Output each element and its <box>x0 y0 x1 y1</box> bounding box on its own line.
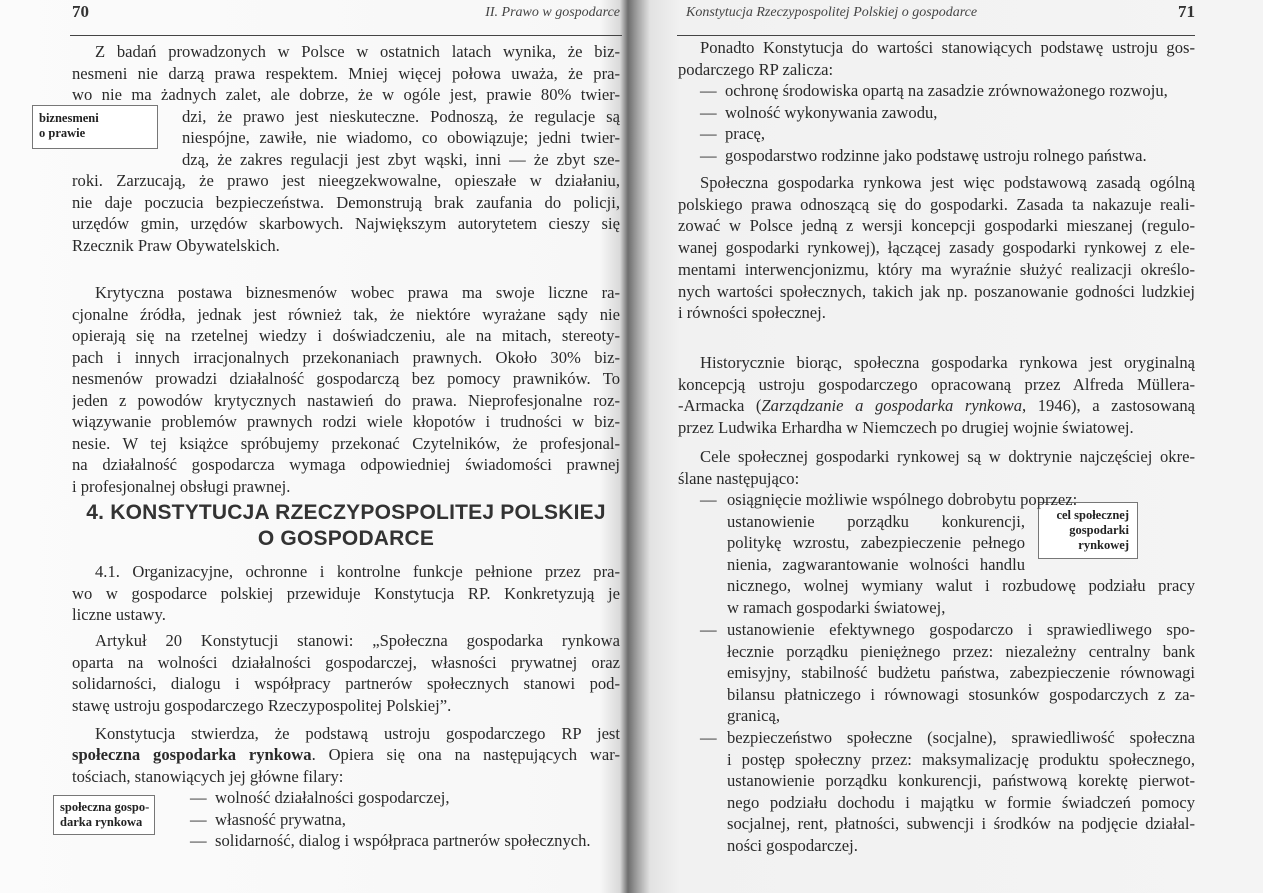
margin-note-line: o prawie <box>39 126 86 140</box>
list-dash: — <box>700 81 717 100</box>
list-dash: — <box>700 490 717 509</box>
text-line: Cele społecznej gospodarki rynkowej są w doktrynie najczęściej okre- <box>700 447 1195 466</box>
text-line: Społeczna gospodarka rynkowa jest więc podstawową zasadą ogólną <box>700 173 1195 192</box>
margin-note-biznesmeni <box>32 105 158 149</box>
list-item-line: socjalnej, rent, płatności, subwencji i środków na podjęcie działal- <box>727 814 1195 834</box>
list-item-line: bilansu płatniczego i równowagi stosunków gospodarczych z za- <box>727 684 1195 704</box>
text-line <box>678 395 1195 417</box>
list-item: ochronę środowiska opartą na zasadzie zrównoważonego rozwoju, <box>725 81 1168 100</box>
list-item-line: bezpieczeństwo społeczne (socjalne), sprawiedliwość społeczna <box>727 728 1195 747</box>
header-rule <box>70 35 622 36</box>
margin-note-line: darka rynkowa <box>60 815 143 829</box>
text-line: wiązywanie problemów prawnych rodzi wiele kłopotów i trudności w biz- <box>72 412 620 431</box>
list-dash: — <box>190 809 207 829</box>
text-line: oparta na wolności działalności gospodarczej, własności prywatnej oraz <box>72 652 620 672</box>
left-page <box>0 0 630 893</box>
margin-note-line: biznesmeni <box>39 111 99 125</box>
text-line: nie daje poczucia bezpieczeństwa. Demonstrują brak zaufania do policji, <box>72 192 620 212</box>
text-line: Artykuł 20 Konstytucji stanowi: „Społeczna gospodarka rynkowa <box>95 631 620 650</box>
text-span: . Opiera się ona na następujących war- <box>311 745 620 764</box>
text-line: stawę ustroju gospodarczego Rzeczypospolitej Polskiej”. <box>72 695 452 715</box>
margin-note-line: cel społecznej <box>1056 508 1129 522</box>
margin-note-spoleczna-gospodarka <box>53 795 155 835</box>
list-item: solidarność, dialog i współpraca partnerów społecznych. <box>215 831 591 850</box>
running-head: Konstytucja Rzeczypospolitej Polskiej o gospodarce <box>686 5 978 20</box>
text-line: polskiego prawa odnoszącą się do gospodarki. Zasada ta nakazuje reali- <box>678 194 1195 214</box>
text-line: mentami interwencjonizmu, który ma wyraźnie służyć realizacji określo- <box>678 259 1195 279</box>
list-item: wolność działalności gospodarczej, <box>215 788 450 807</box>
text-line: Historycznie biorąc, społeczna gospodarka rynkowa jest oryginalną <box>700 353 1195 372</box>
list-item-line: ustanowienie porządku konkurencji, <box>727 511 1025 531</box>
text-line: Krytyczna postawa biznesmenów wobec prawa ma swoje liczne ra- <box>95 283 620 302</box>
text-line: Ponadto Konstytucja do wartości stanowiących podstawę ustroju gos- <box>700 38 1195 57</box>
text-span: , 1946), a zastosowaną <box>1022 396 1195 415</box>
list-item-line: ustanowienie porządku konkurencji, państwową korektę pierwot- <box>727 771 1195 791</box>
list-dash: — <box>700 620 717 639</box>
list-item-line: ności gospodarczej. <box>727 836 858 855</box>
text-span: -Armacka ( <box>678 396 762 415</box>
text-line: Konstytucja stwierdza, że podstawą ustroju gospodarczego RP jest <box>95 724 620 743</box>
margin-note-line: rynkowej <box>1078 538 1129 552</box>
text-line: nesmeni nie darzą prawa respektem. Mniej więcej połowa uważa, że pra- <box>72 63 620 83</box>
text-line: niespójne, zawiłe, nie wiadomo, co obowiązuje; jedni twier- <box>182 128 620 147</box>
text-line: Rzecznik Praw Obywatelskich. <box>72 235 280 255</box>
text-line: i równości społecznej. <box>678 303 826 323</box>
list-dash: — <box>700 102 717 122</box>
text-line: roki. Zarzucają, że prawo jest nieegzekwowalne, opieszałe w działaniu, <box>72 171 620 190</box>
list-item: gospodarstwo rodzinne jako podstawę ustroju rolnego państwa. <box>725 145 1147 165</box>
text-line: pach i innych irracjonalnych przekonaniach prawnych. Około 30% biz- <box>72 347 620 367</box>
text-line: przez Ludwika Erhardha w Niemczech po drugiej wojnie światowej. <box>678 418 1134 437</box>
list-item-line: granicą, <box>727 706 780 726</box>
right-page <box>630 0 1263 893</box>
text-line: podarczego RP zalicza: <box>678 59 834 79</box>
text-line: jeden z powodów krytycznych nastawień do prawa. Nieprofesjonalne roz- <box>72 390 620 410</box>
text-line: Z badań prowadzonych w Polsce w ostatnich latach wynika, że biz- <box>95 42 620 61</box>
list-item: wolność wykonywania zawodu, <box>725 102 938 122</box>
text-line: wanej gospodarki rynkowej), łączącej zasady gospodarki rynkowej z ele- <box>678 238 1195 258</box>
text-line: nesmenów prowadzi działalność gospodarczą bez pomocy prawników. To <box>72 369 620 388</box>
text-line: cjonalne źródła, jednak jest również tak, że niektóre wyrażane sądy nie <box>72 304 620 324</box>
text-line: na działalność gospodarcza wymaga odpowiedniej świadomości prawnej <box>72 455 620 474</box>
text-line: tościach, stanowiących jej główne filary: <box>72 767 344 786</box>
page-number: 71 <box>1178 2 1195 21</box>
text-line: zować w Polsce jedną z wersji koncepcji gospodarki mieszanej (regulo- <box>678 216 1195 236</box>
list-dash: — <box>700 145 717 165</box>
book-title: Zarządzanie a gospodarka rynkowa <box>761 396 1023 415</box>
running-head: II. Prawo w gospodarce <box>485 5 620 20</box>
list-item-line: politykę wzrostu, zabezpieczenie pełnego <box>727 533 1025 553</box>
section-heading: O GOSPODARCE <box>257 527 435 550</box>
text-line: dzi, że prawo jest nieskuteczne. Podnoszą, że regulacje są <box>182 106 620 126</box>
margin-note-line: społeczna gospo- <box>60 800 150 814</box>
list-dash: — <box>190 831 207 850</box>
list-dash: — <box>700 728 717 747</box>
margin-note-line: gospodarki <box>1069 523 1129 537</box>
text-line: urzędów gmin, urzędów skarbowych. Największym autorytetem cieszy się <box>72 214 620 233</box>
text-line: solidarności, dialogu i współpracy partnerów społecznych stanowi pod- <box>72 674 620 693</box>
text-line: liczne ustawy. <box>72 605 166 624</box>
text-line: opierają się na rzetelnej wiedzy i doświadczeniu, ale na mitach, stereoty- <box>72 326 620 345</box>
list-item-line: nienia, zagwarantowanie wolności handlu <box>727 554 1025 574</box>
text-line: i profesjonalnej obsługi prawnej. <box>72 476 291 496</box>
list-dash: — <box>700 124 717 144</box>
list-item-line: osiągnięcie możliwie wspólnego dobrobytu poprzez: <box>727 490 1078 509</box>
text-line: 4.1. Organizacyjne, ochronne i kontrolne funkcje pełnione przez pra- <box>95 562 620 581</box>
list-item-line: w ramach gospodarki światowej, <box>727 598 946 617</box>
text-line: wo w gospodarce polskiej przewiduje Konstytucja RP. Konkretyzują je <box>72 583 620 603</box>
text-line: nych wartości społecznych, takich jak np. poszanowanie godności ludzkiej <box>678 281 1195 301</box>
bold-term: społeczna gospodarka rynkowa <box>72 745 312 764</box>
list-item-line: i postęp społeczny przez: maksymalizację produktu społecznego, <box>727 749 1195 769</box>
text-line: dzą, że zakres regulacji jest zbyt wąski, inni — że zbyt sze- <box>182 149 620 169</box>
list-dash: — <box>190 788 207 807</box>
page-number: 70 <box>72 2 89 21</box>
text-line: wo nie ma żadnych zalet, ale dobrze, że w ogóle jest, prawie 80% twier- <box>72 85 620 104</box>
text-line: koncepcją ustroju gospodarczego opracowaną przez Alfreda Müllera- <box>678 374 1195 394</box>
list-item-line: łecznie porządku pieniężnego przez: niezależny centralny bank <box>727 641 1195 661</box>
list-item-line: nego podziału dochodu i majątku w formie świadczeń pomocy <box>727 792 1195 812</box>
text-line: nesie. W tej książce spróbujemy przekonać Czytelników, że profesjonal- <box>72 433 620 453</box>
list-item-line: nicznego, wolnej wymiany walut i rozbudowę podziału pracy <box>727 576 1195 596</box>
text-line: ślane następująco: <box>678 468 800 488</box>
list-item-line: emisyjny, stabilność budżetu państwa, zabezpieczenie równowagi <box>727 663 1195 683</box>
section-heading: 4. KONSTYTUCJA RZECZYPOSPOLITEJ POLSKIEJ <box>86 501 606 524</box>
list-item: własność prywatna, <box>215 809 346 829</box>
list-item: pracę, <box>725 124 766 144</box>
text-line <box>72 744 620 766</box>
list-item-line: ustanowienie efektywnego gospodarczo i sprawiedliwego spo- <box>727 620 1195 639</box>
